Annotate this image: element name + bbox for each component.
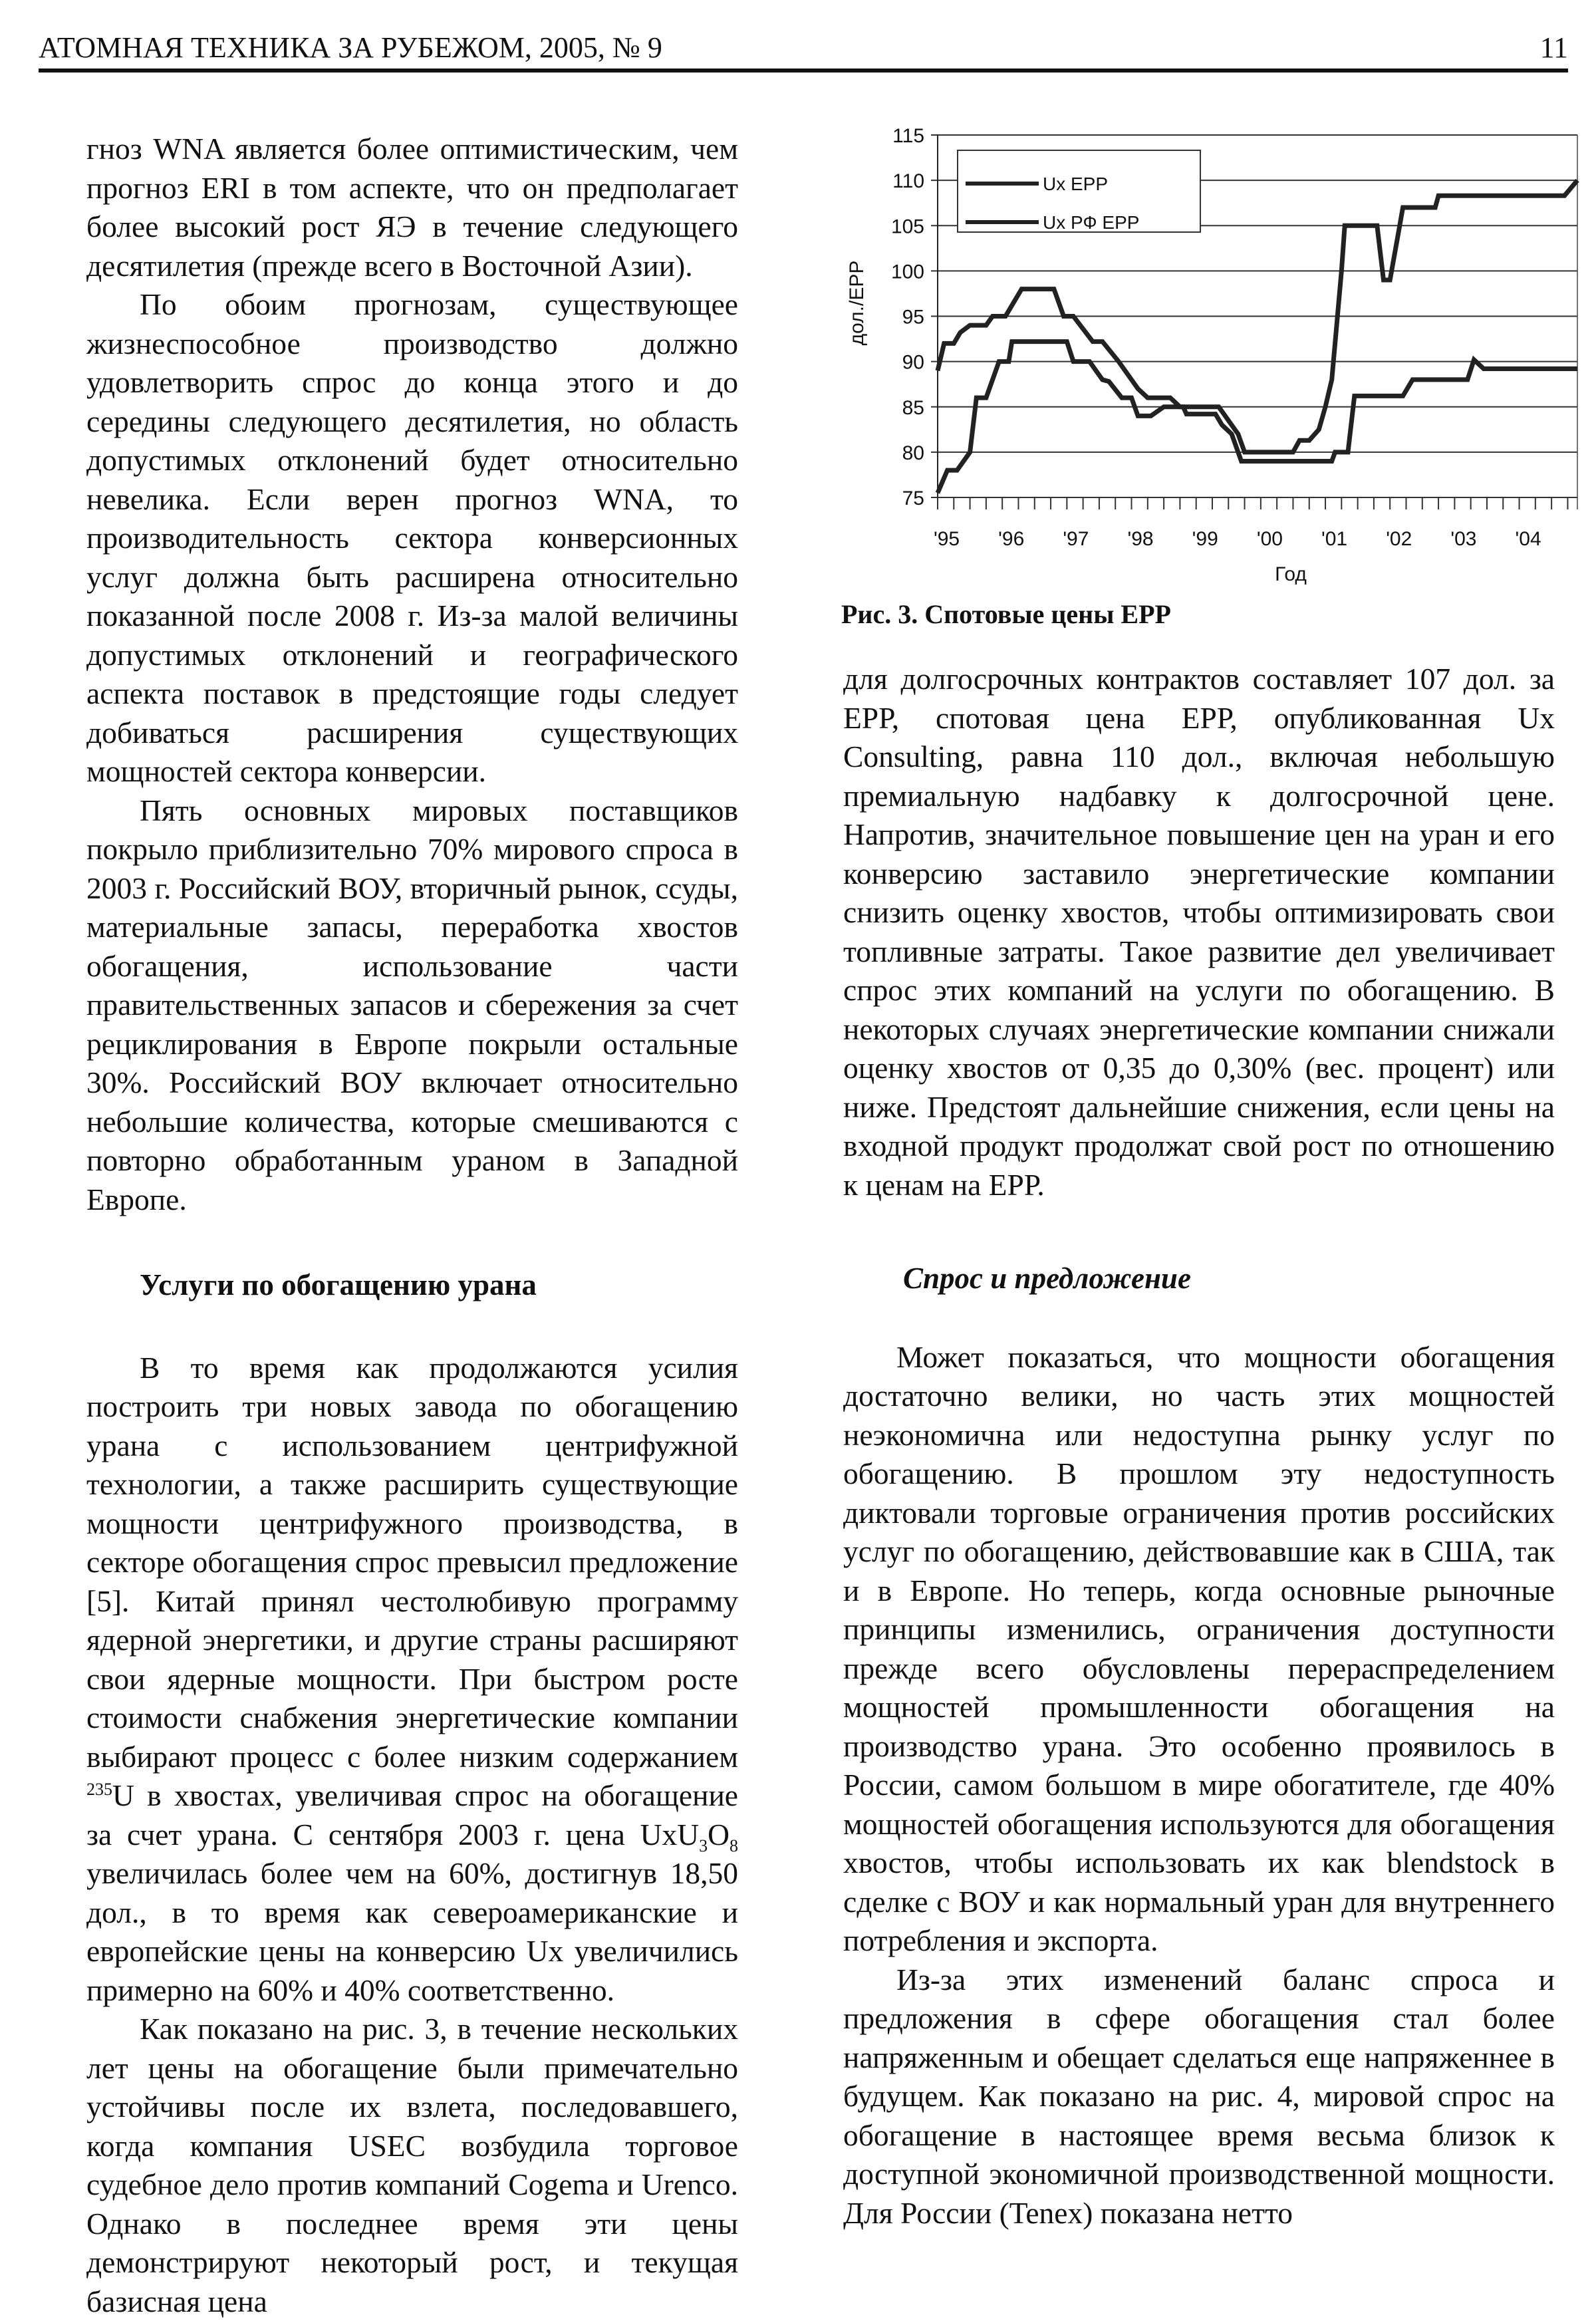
- running-head: [39, 27, 1568, 67]
- paragraph: для долгосрочных контрактов составляет 107 дол. за ЕРР, спотовая цена ЕРР, опубликованная Ux Consulting, равна 110 дол., включая небольшую премиальную надбавку к долгосрочной цене. Напротив, значительное повышение цен на уран и его конверсию заставило энергетические компании снизить оценку хвостов, чтобы оптимизировать свои топливные затраты. Такое развитие дел увеличивает спрос этих компаний на услуги по обогащению. В некоторых случаях энергетические компании снижали оценку хвостов от 0,35 до 0,30% (вес. процент) или ниже. Предстоят дальнейшие снижения, если цены на входной продукт продолжат свой рост по отношению к ценам на ЕРР.: [843, 662, 1555, 1202]
- y-tick-label: 100: [890, 261, 924, 283]
- header-rule: [39, 68, 1568, 72]
- section-heading: Спрос и предложение: [903, 1262, 1191, 1295]
- superscript: 235: [86, 1779, 112, 1799]
- y-axis-label: дол./ЕРР: [846, 260, 868, 346]
- paragraph: По обоим прогнозам, существующее жизнеспособное производство должно удовлетворить спрос до конца этого и до середины следующего десятилетия, но область допустимых отклонений будет относительно невелика. Если верен прогноз WNA, то производительность сектора конверсионных услуг должна быть расширена относительно показанной после 2008 г. Из-за малой величины допустимых отклонений и географического аспекта поставок в предстоящие годы следует добиваться расширения существующих мощностей сектора конверсии.: [86, 287, 738, 788]
- line-chart: [831, 120, 1596, 599]
- paragraph: Из-за этих изменений баланс спроса и предложения в сфере обогащения стал более напряженным и обещает сделаться еще напряженнее в будущем. Как показано на рис. 4, мировой спрос на обогащение в настоящее время весьма близок к доступной экономичной производственной мощности. Для России (Tenex) показана нетто: [843, 1962, 1555, 2230]
- paragraph: Пять основных мировых поставщиков покрыло приблизительно 70% мирового спроса в 2003 г. Российский ВОУ, вторичный рынок, ссуды, материальные запасы, переработка хвостов обогащения, использование части правительственных запасов и сбережения за счет рециклирования в Европе покрыли остальные 30%. Российский ВОУ включает относительно небольшие количества, которые смешиваются с повторно обработанным ураном в Западной Европе.: [86, 793, 738, 1216]
- x-axis-label: Год: [1275, 563, 1307, 585]
- y-tick-label: 105: [890, 215, 924, 238]
- paragraph: Как показано на рис. 3, в течение нескольких лет цены на обогащение были примечательно устойчивы после их взлета, последовавшего, когда компания USEC возбудила торговое судебное дело против компаний Cogema и Urenco. Однако в последнее время эти цены демонстрируют некоторый рост, и текущая базисная цена: [86, 2012, 738, 2318]
- text-run: В то время как продолжаются усилия построить три новых завода по обогащению урана с использованием центрифужной технологии, а также расширить существующие мощности центрифужного производства, в секторе обогащения спрос превысил предложение [5]. Китай принял честолюбивую программу ядерной энергетики, и другие страны расширяют свои ядерные мощности. При быстром росте стоимости снабжения энергетические компании выбирают процесс с более низким содержанием: [86, 1350, 738, 1774]
- y-tick-label: 115: [892, 125, 924, 147]
- x-tick-label: '99: [1192, 528, 1218, 550]
- x-tick-label: '95: [934, 528, 960, 550]
- paragraph: Может показаться, что мощности обогащения достаточно велики, но часть этих мощностей неэкономична или недоступна рынку услуг по обогащению. В прошлом эту недоступность диктовали торговые ограничения против российских услуг по обогащению, действовавшие как в США, так и в Европе. Но теперь, когда основные рыночные принципы изменились, ограничения доступности прежде всего обусловлены перераспределением мощностей промышленности обогащения на производство урана. Это особенно проявилось в России, самом большом в мире обогатителе, где 40% мощностей обогащения используются для обогащения хвостов, чтобы использовать их как blendstock в сделке с ВОУ и как нормальный уран для внутреннего потребления и экспорта.: [843, 1339, 1555, 1957]
- chart-legend: [958, 150, 1200, 233]
- figure-3-chart: [831, 120, 1596, 638]
- y-tick-label: 90: [902, 351, 924, 374]
- x-tick-label: '03: [1450, 528, 1477, 550]
- y-tick-label: 75: [902, 487, 924, 509]
- section-heading: Услуги по обогащению урана: [140, 1268, 537, 1301]
- text-run: U в хвостах, увеличивая спрос на обогащение за счет урана. С сентября 2003 г. цена UxU: [86, 1778, 738, 1851]
- x-tick-label: '00: [1256, 528, 1283, 550]
- x-tick-label: '04: [1515, 528, 1541, 550]
- x-tick-label: '98: [1127, 528, 1154, 550]
- paragraph: [86, 1349, 738, 2010]
- paragraph: гноз WNA является более оптимистическим, чем прогноз ERI в том аспекте, что он предполагает более высокий рост ЯЭ в течение следующего десятилетия (прежде всего в Восточной Азии).: [86, 132, 738, 283]
- x-tick-label: '01: [1321, 528, 1348, 550]
- legend-label: Ux РФ EPP: [1043, 212, 1140, 233]
- x-tick-label: '02: [1386, 528, 1412, 550]
- left-column: [86, 130, 738, 2321]
- series-line-ux-rf-epp: [938, 342, 1577, 493]
- page-number: 11: [1539, 31, 1568, 64]
- y-tick-label: 95: [902, 306, 924, 329]
- y-tick-label: 85: [902, 396, 924, 419]
- y-tick-label: 110: [892, 170, 924, 193]
- journal-title: АТОМНАЯ ТЕХНИКА ЗА РУБЕЖОМ, 2005, № 9: [39, 31, 662, 64]
- text-run: увеличилась более чем на 60%, достигнув 18,50 дол., в то время как североамериканские и европейские цены на конверсию Ux увеличились примерно на 60% и 40% соответственно.: [86, 1856, 738, 2007]
- figure-caption: Рис. 3. Спотовые цены ЕРР: [841, 599, 1171, 629]
- subscript: 3: [699, 1836, 708, 1855]
- x-tick-label: '97: [1063, 528, 1089, 550]
- legend-label: Ux EPP: [1043, 174, 1109, 194]
- text-run: O: [708, 1817, 730, 1851]
- subscript: 8: [730, 1836, 738, 1855]
- x-tick-label: '96: [998, 528, 1025, 550]
- y-tick-label: 80: [902, 442, 924, 464]
- right-column: [843, 660, 1555, 2233]
